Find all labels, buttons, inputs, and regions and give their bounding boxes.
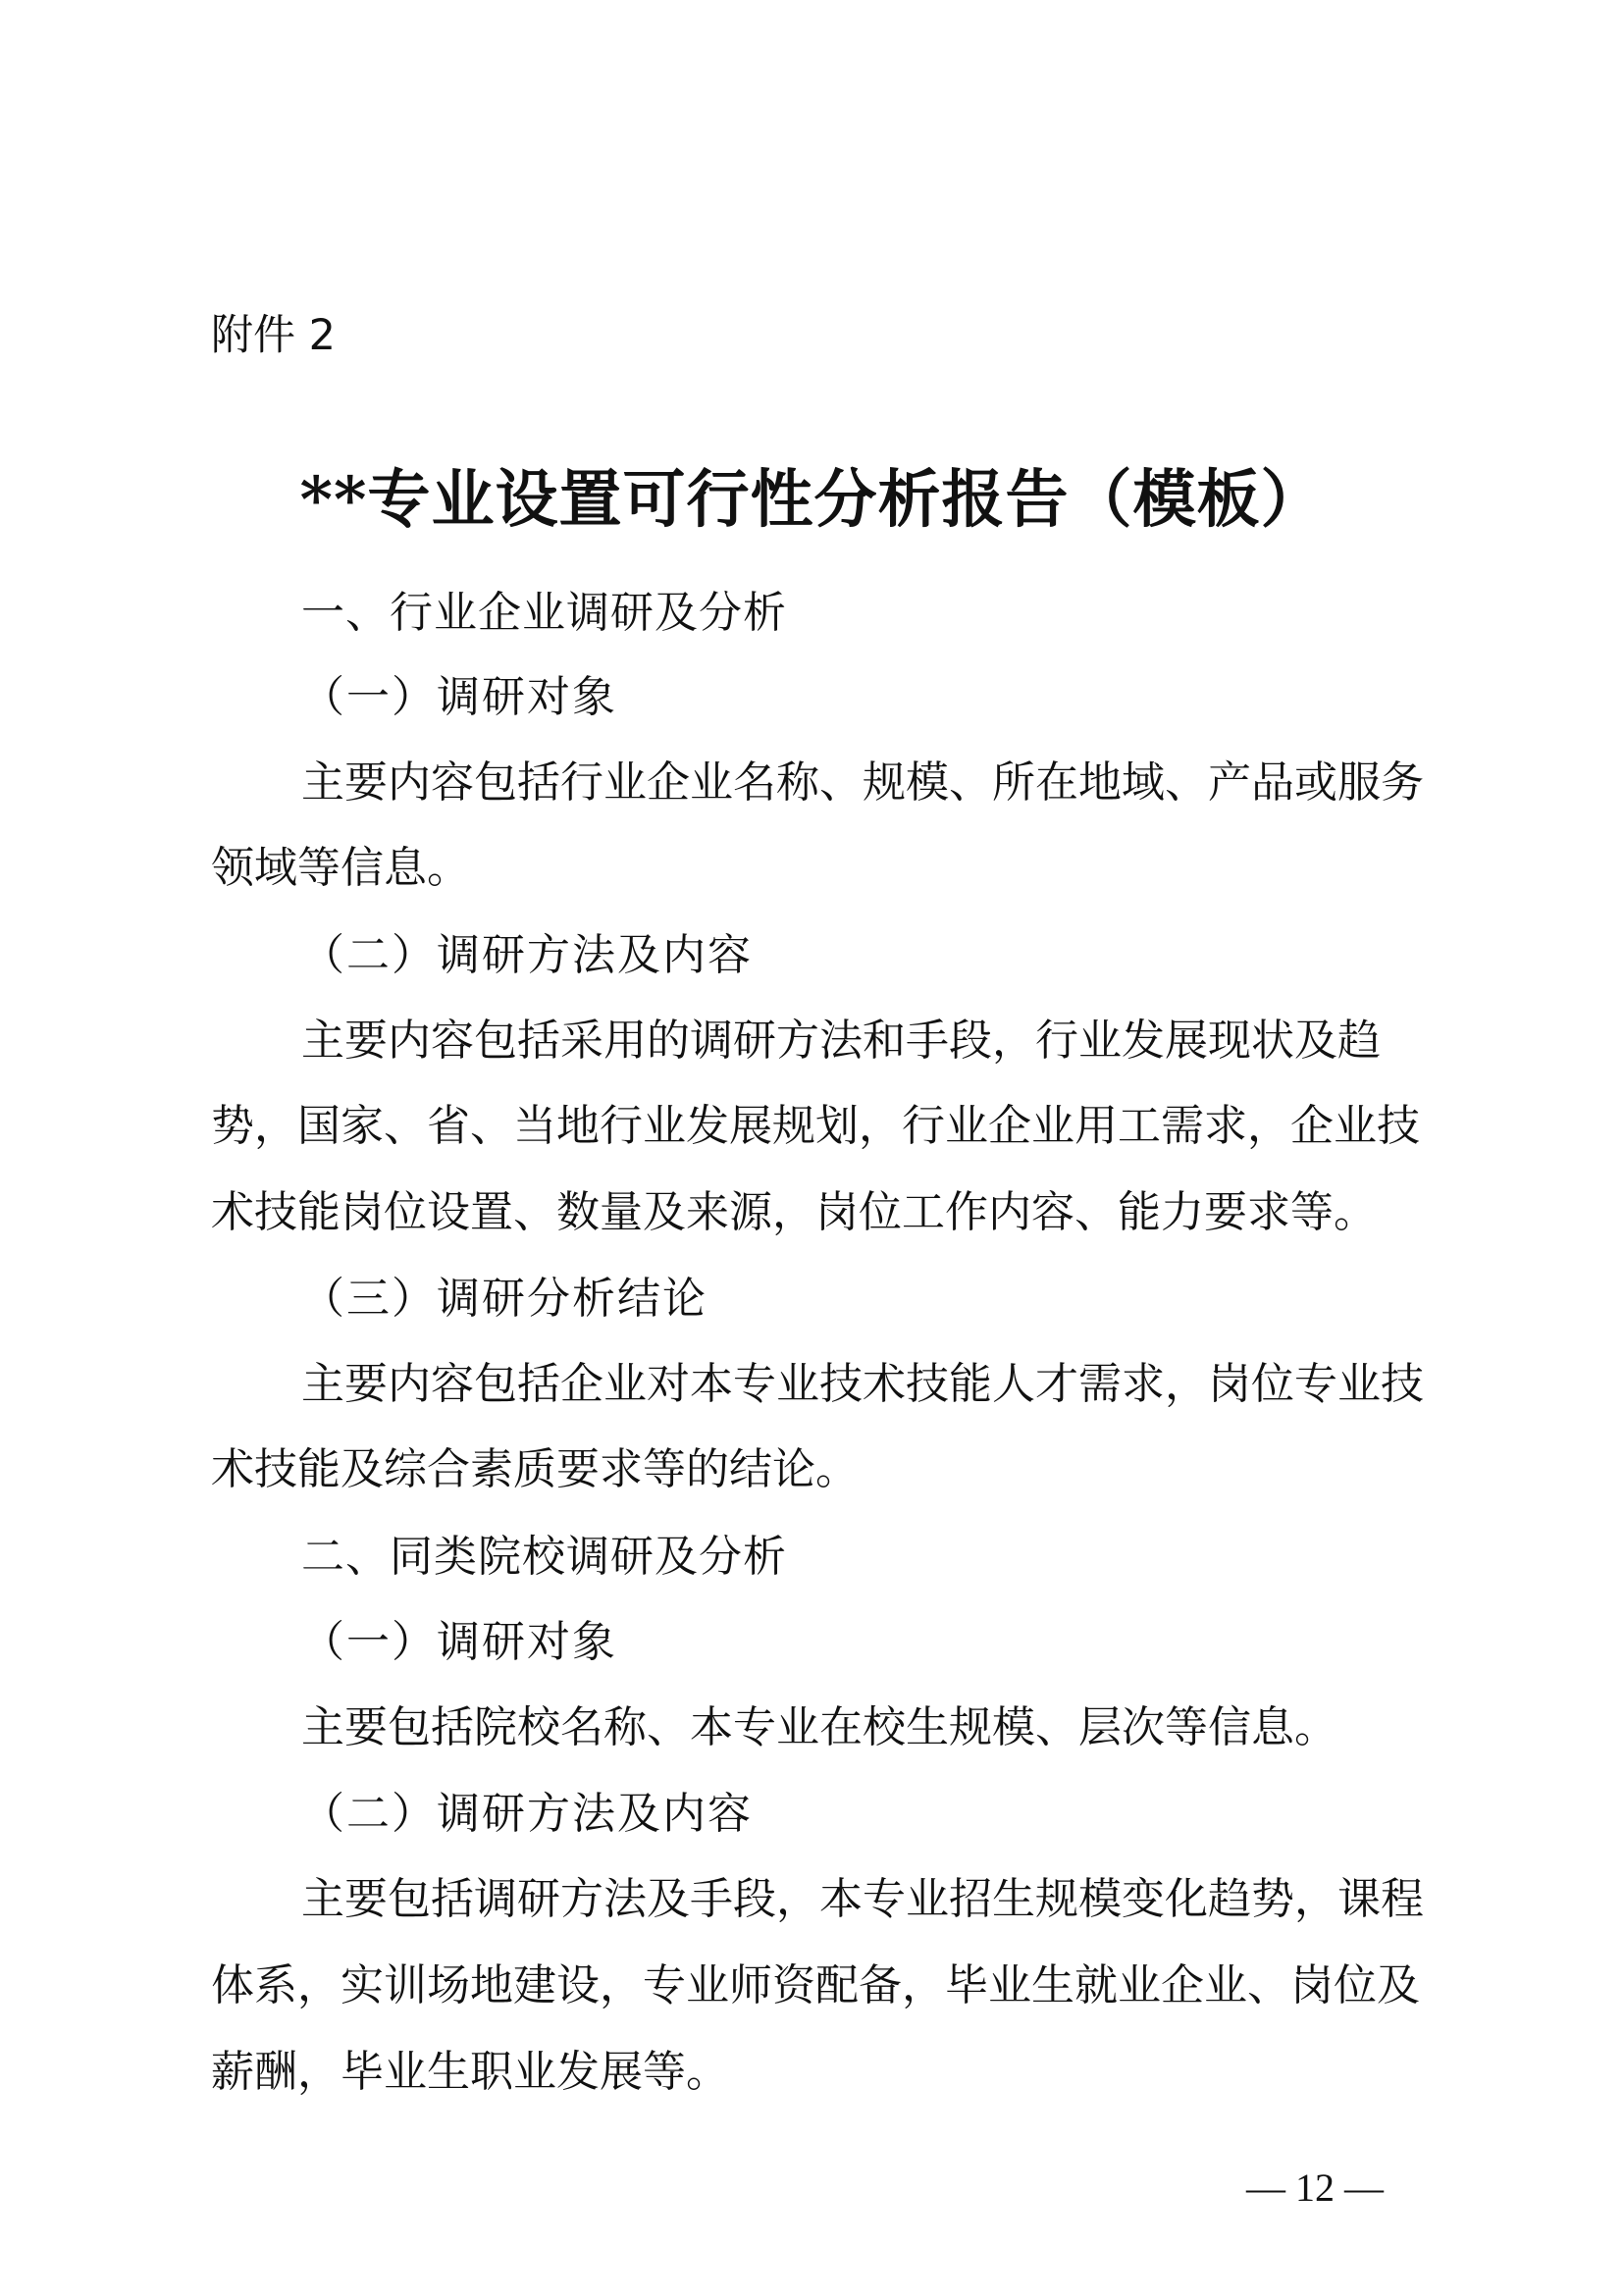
paragraph-line: 主要内容包括采用的调研方法和手段，行业发展现状及趋 xyxy=(301,1016,1381,1066)
paragraph-line: 主要内容包括企业对本专业技术技能人才需求，岗位专业技 xyxy=(301,1359,1424,1409)
page-number: — 12 — xyxy=(1246,2166,1384,2210)
paragraph-line: 主要内容包括行业企业名称、规模、所在地域、产品或服务 xyxy=(301,757,1424,808)
subsection-heading: （一）调研对象 xyxy=(301,672,617,722)
subsection-heading: （一）调研对象 xyxy=(301,1617,617,1667)
attachment-label: 附件 2 xyxy=(211,311,337,360)
paragraph-line: 势，国家、省、当地行业发展规划，行业企业用工需求，企业技 xyxy=(211,1101,1420,1151)
paragraph-line: 主要包括院校名称、本专业在校生规模、层次等信息。 xyxy=(301,1702,1337,1752)
paragraph-line: 领域等信息。 xyxy=(211,843,470,893)
subsection-heading: （二）调研方法及内容 xyxy=(301,1789,753,1839)
section-heading: 二、同类院校调研及分析 xyxy=(301,1532,787,1582)
document-title: **专业设置可行性分析报告（模板） xyxy=(299,463,1325,537)
subsection-heading: （二）调研方法及内容 xyxy=(301,930,753,980)
paragraph-line: 薪酬，毕业生职业发展等。 xyxy=(211,2047,729,2097)
paragraph-line: 术技能岗位设置、数量及来源，岗位工作内容、能力要求等。 xyxy=(211,1187,1377,1237)
section-heading: 一、行业企业调研及分析 xyxy=(301,588,787,638)
paragraph-line: 体系，实训场地建设，专业师资配备，毕业生就业企业、岗位及 xyxy=(211,1960,1420,2010)
paragraph-line: 术技能及综合素质要求等的结论。 xyxy=(211,1444,859,1494)
subsection-heading: （三）调研分析结论 xyxy=(301,1274,707,1324)
paragraph-line: 主要包括调研方法及手段，本专业招生规模变化趋势，课程 xyxy=(301,1874,1424,1924)
